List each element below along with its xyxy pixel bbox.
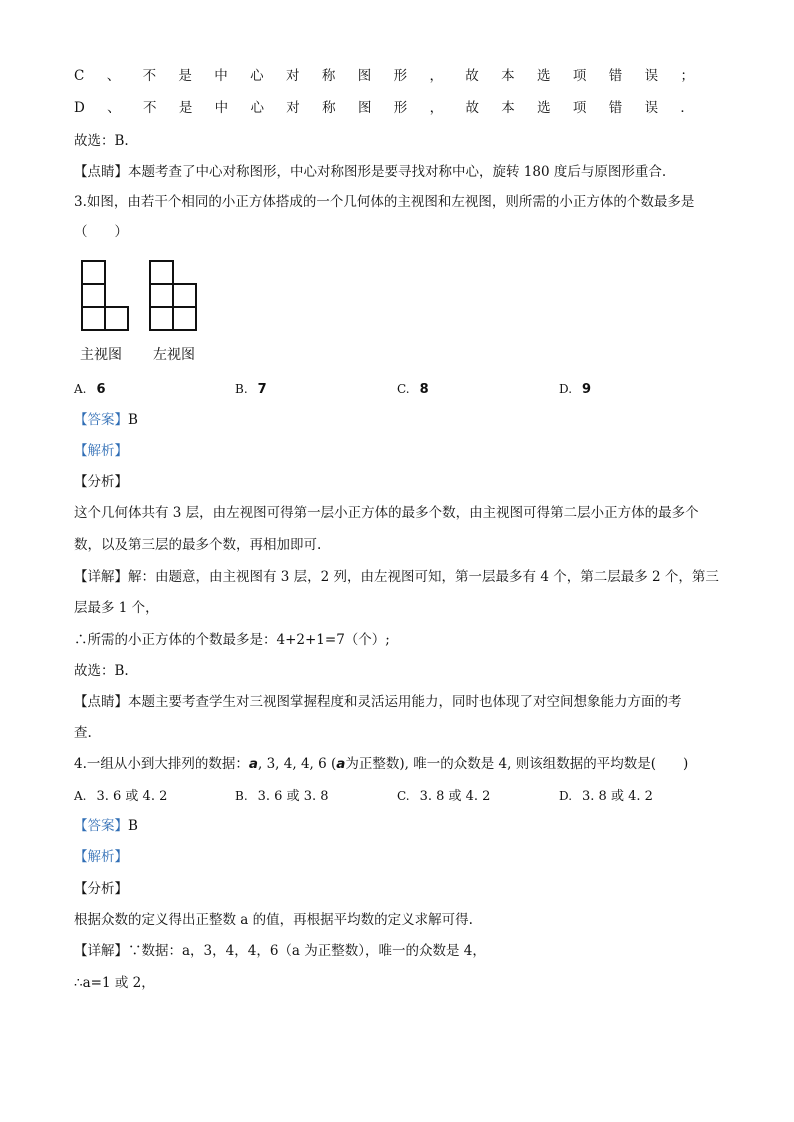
option-c-char: 故: [465, 68, 479, 84]
option-d-char: 项: [572, 100, 587, 116]
option-value: 3. 8 或 4. 2: [582, 789, 653, 804]
answer-value: B: [128, 412, 138, 428]
q3-fenxi-line1: 这个几何体共有 3 层，由左视图可得第一层小正方体的最多个数，由主视图可得第二层小正方体的最多个: [74, 505, 699, 521]
option-d-char: 中: [214, 100, 229, 116]
answer-tag: 【答案】: [74, 412, 128, 428]
option-c-char: 形: [393, 68, 408, 84]
three-view-figure: [78, 258, 208, 336]
option-d-char: 、: [107, 100, 121, 116]
q4-stem-mid: , 3, 4, 4, 6 (: [258, 756, 337, 772]
option-label: B.: [235, 789, 248, 803]
option-d-char: 选: [537, 100, 551, 116]
dianjing-tag: 【点睛】: [74, 694, 128, 710]
q4-stem-prefix: 4.一组从小到大排列的数据：: [74, 756, 249, 772]
q4-variable-a-2: a: [336, 756, 346, 772]
option-d-char: D: [74, 100, 85, 116]
q4-stem-suffix: 为正整数), 唯一的众数是 4, 则该组数据的平均数是( ): [345, 756, 689, 772]
option-d-char: 心: [250, 100, 264, 116]
option-c-char: 对: [286, 68, 300, 84]
option-d-char: ．: [680, 100, 694, 116]
option-label: D.: [559, 789, 573, 803]
q4-variable-a: a: [248, 756, 259, 772]
option-d-char: ，: [429, 100, 444, 116]
option-c-explanation: [74, 66, 694, 86]
q3-option-a: [74, 379, 106, 400]
option-c-char: 错: [608, 68, 623, 84]
option-c-char: 不: [142, 68, 157, 84]
front-view-diagram: [82, 261, 128, 330]
q3-fenxi-line2: 数，以及第三层的最多个数，再相加即可.: [74, 537, 322, 553]
q3-dianjing-line2: 查.: [74, 725, 92, 741]
option-d-char: 形: [393, 100, 408, 116]
q3-xiangjie-line1: [74, 567, 719, 587]
q3-stem-line1: 3.如图，由若干个相同的小正方体搭成的一个几何体的主视图和左视图，则所需的小正方体的个数最多是: [74, 194, 695, 210]
q4-option-a: [74, 786, 167, 807]
xiangjie-text: ∵数据：a，3，4，4，6（a 为正整数），唯一的众数是 4，: [128, 943, 486, 959]
q4-fenxi-line: 根据众数的定义得出正整数 a 的值，再根据平均数的定义求解可得.: [74, 912, 473, 928]
option-c-char: 中: [214, 68, 228, 84]
option-label: A.: [74, 789, 87, 803]
option-d-char: 图: [357, 100, 372, 116]
dianjing-tag: 【点睛】: [74, 164, 128, 180]
option-label: B.: [235, 382, 248, 396]
q3-answer: [74, 410, 138, 430]
option-value: 3. 8 或 4. 2: [419, 789, 491, 804]
q4-stem: [74, 754, 688, 774]
option-label: C.: [397, 789, 410, 803]
q4-option-c: [397, 786, 490, 807]
q4-fenxi-tag: 【分析】: [74, 881, 128, 897]
q4-jiexi-tag: 【解析】: [74, 849, 128, 865]
q4-xiangjie-line1: [74, 941, 486, 961]
option-value: 7: [257, 382, 267, 397]
option-c-char: C: [74, 68, 85, 84]
option-c-char: 本: [501, 68, 515, 84]
option-value: 9: [582, 382, 592, 397]
option-value: 8: [419, 382, 429, 397]
xiangjie-tag: 【详解】: [74, 569, 128, 585]
option-d-char: 称: [322, 100, 336, 116]
option-label: D.: [559, 382, 573, 396]
q4-option-b: [235, 786, 329, 807]
q3-dianjing-line1: [74, 692, 682, 712]
q3-option-b: [235, 379, 267, 400]
left-view-label: 左视图: [153, 347, 195, 363]
option-d-char: 故: [465, 100, 479, 116]
option-d-char: 错: [608, 100, 623, 116]
option-label: A.: [74, 382, 87, 396]
q3-stem-line2: （ ）: [74, 224, 128, 240]
dianjing-text: 本题主要考查学生对三视图掌握程度和灵活运用能力，同时也体现了对空间想象能力方面的考: [128, 694, 682, 710]
q3-fenxi-tag: 【分析】: [74, 474, 128, 490]
option-c-char: 误: [644, 68, 659, 84]
q3-xiangjie-line3: ∴所需的小正方体的个数最多是：4+2+1=7（个）;: [74, 632, 390, 648]
option-label: C.: [397, 382, 410, 396]
option-value: 3. 6 或 3. 8: [257, 789, 329, 804]
q4-xiangjie-line2: ∴a=1 或 2，: [74, 975, 155, 991]
q3-option-c: [397, 379, 429, 400]
option-c-char: 图: [357, 68, 372, 84]
left-view-diagram: [150, 261, 196, 330]
option-c-char: ，: [429, 68, 443, 84]
answer-value: B: [128, 818, 138, 834]
option-c-char: 是: [178, 68, 192, 84]
option-c-char: 称: [321, 68, 336, 84]
dianjing-text: 本题考查了中心对称图形，中心对称图形是要寻找对称中心，旋转 180 度后与原图形重合.: [128, 164, 667, 180]
xiangjie-tag: 【详解】: [74, 943, 128, 959]
answer-tag: 【答案】: [74, 818, 128, 834]
option-c-char: 项: [572, 68, 587, 84]
option-c-char: 选: [537, 68, 551, 84]
option-d-explanation: [74, 98, 694, 118]
option-c-char: 心: [250, 68, 264, 84]
q3-option-d: [559, 379, 591, 400]
q3-answer-line: 故选：B.: [74, 663, 129, 679]
q3-xiangjie-line2: 层最多 1 个，: [74, 600, 159, 616]
prev-answer-line: 故选：B.: [74, 133, 129, 149]
option-c-char: 、: [106, 68, 121, 84]
option-d-char: 不: [142, 100, 157, 116]
front-view-label: 主视图: [80, 347, 122, 363]
prev-dianjing-line: [74, 162, 666, 182]
option-c-char: ；: [680, 68, 694, 84]
q4-option-d: [559, 786, 653, 807]
q4-answer: [74, 816, 138, 836]
option-d-char: 是: [178, 100, 193, 116]
option-d-char: 对: [286, 100, 300, 116]
option-value: 6: [96, 382, 106, 397]
option-value: 3. 6 或 4. 2: [96, 789, 168, 804]
option-d-char: 本: [501, 100, 515, 116]
option-d-char: 误: [644, 100, 659, 116]
xiangjie-text: 解：由题意，由主视图有 3 层，2 列，由左视图可知，第一层最多有 4 个，第二层最多 2 个，第三: [128, 569, 719, 585]
q3-jiexi-tag: 【解析】: [74, 443, 128, 459]
